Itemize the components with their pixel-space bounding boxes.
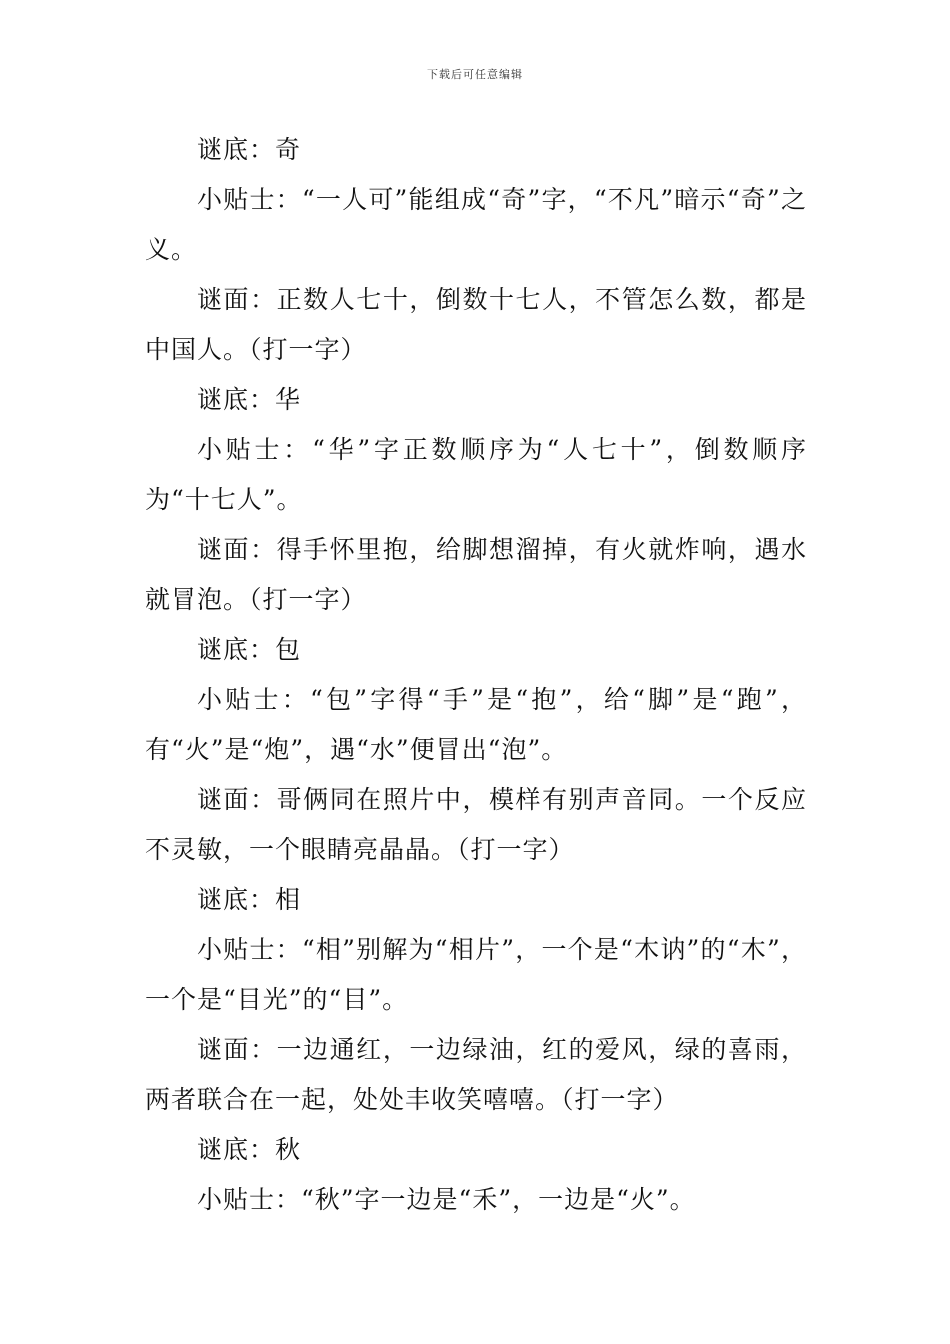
riddle-question: 谜面：哥俩同在照片中，模样有别声音同。一个反应不灵敏，一个眼睛亮晶晶。（打一字） <box>145 785 807 864</box>
riddle-question: 谜面：得手怀里抱，给脚想溜掉，有火就炸响，遇水就冒泡。（打一字） <box>145 535 807 614</box>
riddle-tip: 小贴士：“华”字正数顺序为“人七十”，倒数顺序为“十七人”。 <box>145 435 807 514</box>
riddle-tip: 小贴士：“一人可”能组成“奇”字，“不凡”暗示“奇”之义。 <box>145 185 807 264</box>
riddle-answer: 谜底：秋 <box>197 1135 302 1164</box>
riddle-tip: 小贴士：“秋”字一边是“禾”，一边是“火”。 <box>197 1185 696 1214</box>
riddle-answer: 谜底：包 <box>197 635 302 664</box>
riddle-question: 谜面：正数人七十，倒数十七人，不管怎么数，都是中国人。（打一字） <box>145 285 807 364</box>
riddle-answer: 谜底：华 <box>197 385 302 414</box>
riddle-question: 谜面：一边通红，一边绿油，红的爱风，绿的喜雨，两者联合在一起，处处丰收笑嘻嘻。（打一字） <box>145 1035 807 1114</box>
riddle-tip: 小贴士：“相”别解为“相片”，一个是“木讷”的“木”，一个是“目光”的“目”。 <box>145 935 807 1014</box>
riddle-tip: 小贴士：“包”字得“手”是“抱”，给“脚”是“跑”，有“火”是“炮”，遇“水”便冒出“泡”。 <box>145 685 807 764</box>
page-header-note: 下载后可任意编辑 <box>427 68 523 81</box>
document-body <box>145 125 807 1225</box>
riddle-answer: 谜底：奇 <box>197 135 302 164</box>
riddle-answer: 谜底：相 <box>197 885 302 914</box>
